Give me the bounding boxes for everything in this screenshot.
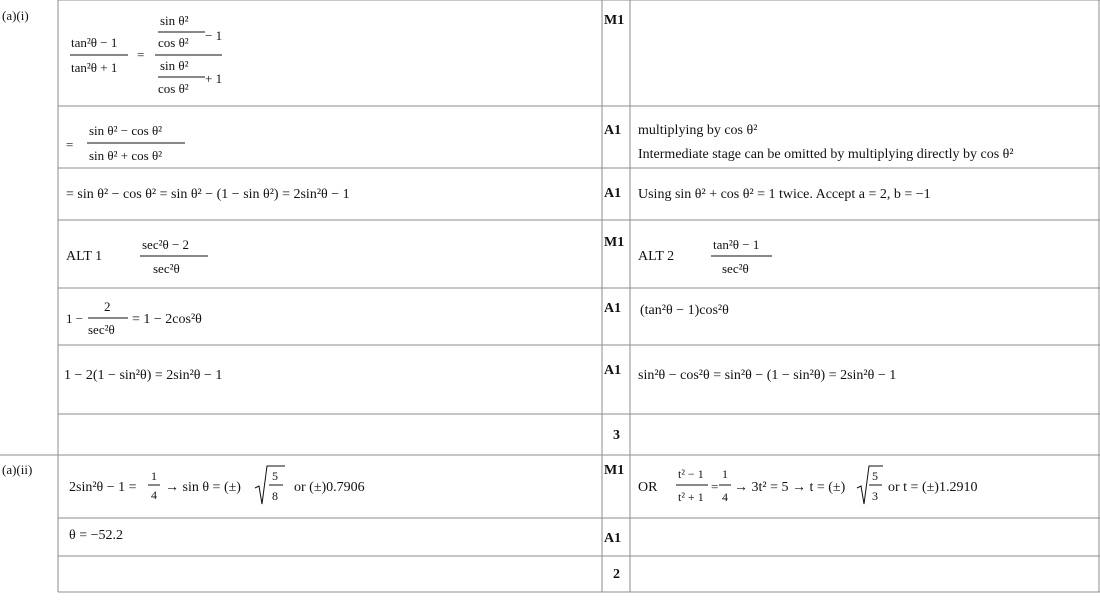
row-6 xyxy=(613,428,620,443)
t-numerator: t² − 1 xyxy=(678,467,704,481)
cf-top-denominator: cos θ² xyxy=(158,35,189,50)
equals-sign: = xyxy=(137,47,145,62)
cf-bottom-numerator: sin θ² xyxy=(160,58,189,73)
t-denominator: t² + 1 xyxy=(678,490,704,504)
part-label: (a)(i) xyxy=(2,8,29,23)
row-3 xyxy=(66,235,772,276)
guidance-note: sin²θ − cos²θ = sin²θ − (1 − sin²θ) = 2sin²θ − 1 xyxy=(638,368,897,383)
t-quarter-numerator: 1 xyxy=(722,467,728,481)
cf-bottom-denominator: cos θ² xyxy=(158,81,189,96)
working-line: θ = −52.2 xyxy=(69,528,123,543)
mark-code: M1 xyxy=(604,463,625,478)
tan-denominator: tan²θ + 1 xyxy=(71,60,118,75)
alt1-label: ALT 1 xyxy=(66,249,103,264)
t-root-denominator: 3 xyxy=(872,489,878,503)
quarter-denominator: 4 xyxy=(151,488,157,502)
tan-numerator: tan²θ − 1 xyxy=(71,35,118,50)
alt1-denominator: sec²θ xyxy=(153,261,180,276)
total-marks: 2 xyxy=(613,567,620,582)
mark-code: A1 xyxy=(604,301,622,316)
total-marks: 3 xyxy=(613,428,620,443)
root-numerator: 5 xyxy=(272,469,278,483)
row-1 xyxy=(66,123,1014,163)
fraction-denominator: sec²θ xyxy=(88,322,115,337)
one-minus: 1 − xyxy=(66,311,84,326)
guidance-note: Using sin θ² + cos θ² = 1 twice. Accept a = 2, b = −1 xyxy=(638,187,931,202)
alt2-label: ALT 2 xyxy=(638,249,675,264)
t-working: → 3t² = 5 → t = (±) xyxy=(734,480,846,495)
row-7 xyxy=(2,462,977,504)
fraction-numerator: 2 xyxy=(104,299,111,314)
alt2-denominator: sec²θ xyxy=(722,261,749,276)
decimal-alternative: or (±)0.7906 xyxy=(294,480,365,495)
row-0 xyxy=(2,8,624,96)
t-root-numerator: 5 xyxy=(872,469,878,483)
arrow-step: → sin θ = (±) xyxy=(165,480,241,495)
fraction-numerator: sin θ² − cos θ² xyxy=(89,123,163,138)
mark-code: A1 xyxy=(604,531,622,546)
mark-code: M1 xyxy=(604,13,625,28)
quarter-numerator: 1 xyxy=(151,469,157,483)
alt1-numerator: sec²θ − 2 xyxy=(142,237,190,252)
alt2-numerator: tan²θ − 1 xyxy=(713,237,760,252)
guidance-note: (tan²θ − 1)cos²θ xyxy=(640,303,729,318)
cf-top-numerator: sin θ² xyxy=(160,13,189,28)
working-result: = 1 − 2cos²θ xyxy=(132,312,202,327)
guidance-note: Intermediate stage can be omitted by multiplying directly by cos θ² xyxy=(638,147,1014,162)
cf-top-operator: − 1 xyxy=(205,28,223,43)
row-8 xyxy=(69,528,621,546)
row-5 xyxy=(64,363,896,383)
working-line: 1 − 2(1 − sin²θ) = 2sin²θ − 1 xyxy=(64,368,223,383)
equation-lhs: 2sin²θ − 1 = xyxy=(69,480,137,495)
t-alternative: or t = (±)1.2910 xyxy=(888,480,978,495)
or-label: OR xyxy=(638,480,658,495)
t-equals: = xyxy=(711,479,719,494)
part-label: (a)(ii) xyxy=(2,462,33,477)
row-9 xyxy=(613,567,620,582)
working-line: = sin θ² − cos θ² = sin θ² − (1 − sin θ²) = 2sin²θ − 1 xyxy=(66,187,350,202)
mark-code: A1 xyxy=(604,363,622,378)
row-2 xyxy=(66,186,931,202)
guidance-note: multiplying by cos θ² xyxy=(638,123,758,138)
t-quarter-denominator: 4 xyxy=(722,490,728,504)
mark-code: A1 xyxy=(604,186,622,201)
fraction-denominator: sin θ² + cos θ² xyxy=(89,148,163,163)
cf-bottom-operator: + 1 xyxy=(205,71,223,86)
root-denominator: 8 xyxy=(272,489,278,503)
mark-code: A1 xyxy=(604,123,622,138)
mark-code: M1 xyxy=(604,235,625,250)
equals-sign: = xyxy=(66,137,74,152)
